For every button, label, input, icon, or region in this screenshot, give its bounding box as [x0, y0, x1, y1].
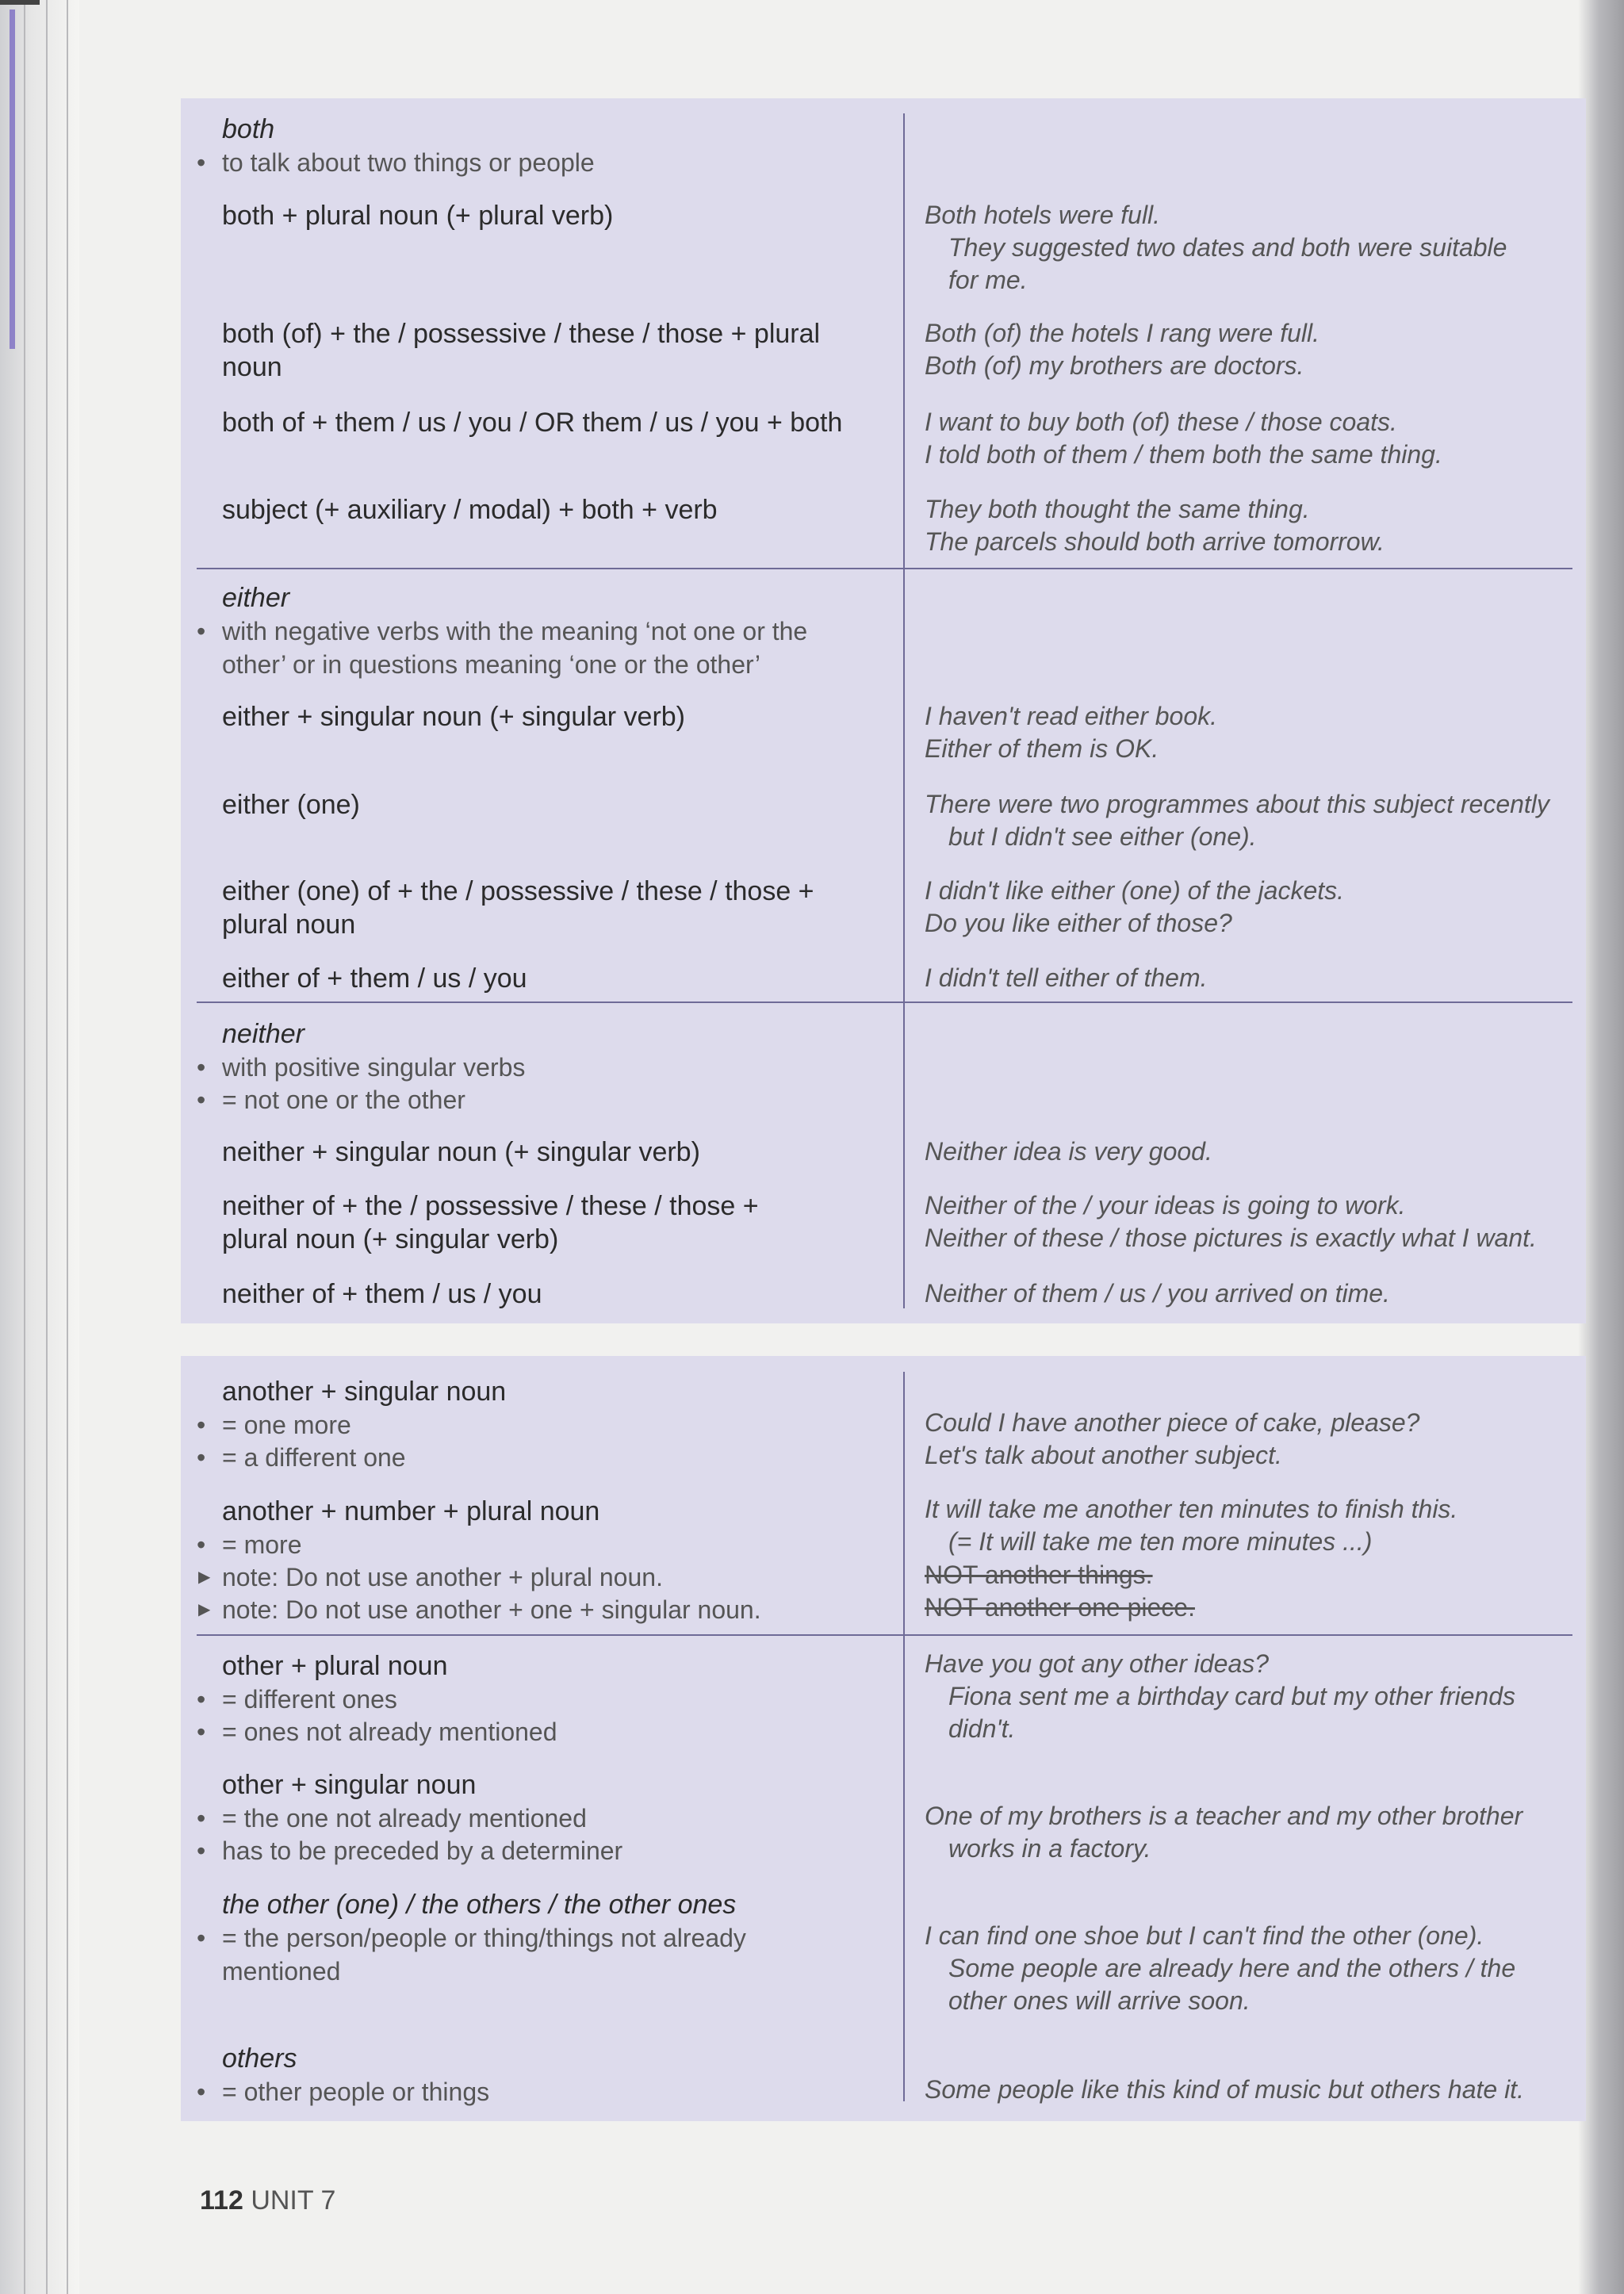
- example: I didn't like either (one) of the jackets. Do you like either of those?: [925, 876, 1345, 937]
- heading-either: either: [222, 583, 290, 613]
- bullet: • = one more: [222, 1408, 896, 1442]
- pattern: both of + them / us / you / OR them / us / you + both: [222, 408, 843, 438]
- note: ▶ note: Do not use another + plural noun.: [222, 1561, 896, 1594]
- pattern: other + singular noun: [222, 1770, 477, 1800]
- pattern: either + singular noun (+ singular verb): [222, 702, 685, 732]
- bullet: • = a different one: [222, 1441, 896, 1474]
- pattern: either (one) of + the / possessive / these / those + plural noun: [222, 876, 814, 940]
- example: I want to buy both (of) these / those coats. I told both of them / them both the same thing.: [925, 408, 1442, 469]
- bullet: • = more: [222, 1528, 896, 1561]
- page-edge: [24, 0, 25, 2294]
- pattern: neither + singular noun (+ singular verb): [222, 1137, 700, 1167]
- bullet: • with negative verbs with the meaning ‘not one or the other’ or in questions meaning ‘one or the other’: [222, 615, 872, 681]
- example: They both thought the same thing. The parcels should both arrive tomorrow.: [925, 495, 1385, 556]
- pattern: subject (+ auxiliary / modal) + both + verb: [222, 495, 718, 525]
- pattern: another + number + plural noun: [222, 1496, 600, 1526]
- bullet: • = the person/people or thing/things not already mentioned: [222, 1921, 825, 1988]
- pattern: either (one): [222, 790, 360, 820]
- bullet: • has to be preceded by a determiner: [222, 1834, 896, 1867]
- pattern: neither of + them / us / you: [222, 1279, 542, 1309]
- pattern: others: [222, 2043, 297, 2074]
- pattern: both + plural noun (+ plural verb): [222, 201, 614, 231]
- column-divider: [903, 1372, 905, 2101]
- pattern: other + plural noun: [222, 1651, 448, 1681]
- pattern: neither of + the / possessive / these / those + plural noun (+ singular verb): [222, 1191, 759, 1254]
- pattern: the other (one) / the others / the other ones: [222, 1890, 737, 1920]
- example: I haven't read either book. Either of them is OK.: [925, 702, 1218, 763]
- bullet: • = ones not already mentioned: [222, 1715, 896, 1748]
- note: ▶ note: Do not use another + one + singular noun.: [222, 1593, 896, 1626]
- pattern: both (of) + the / possessive / these / those + plural noun: [222, 319, 821, 382]
- bullet: • = not one or the other: [222, 1083, 896, 1116]
- example: Neither of the / your ideas is going to work. Neither of these / those pictures is exactly what I want.: [925, 1191, 1537, 1252]
- heading-both: both: [222, 114, 275, 144]
- unit-label: UNIT 7: [251, 2185, 336, 2215]
- page-edge: [67, 0, 68, 2294]
- bullet: • to talk about two things or people: [222, 146, 896, 179]
- column-divider: [903, 113, 905, 1308]
- bullet: • = other people or things: [222, 2075, 896, 2108]
- example: I didn't tell either of them.: [925, 963, 1208, 992]
- page-number: 112: [200, 2185, 243, 2215]
- section-divider: [197, 1001, 1572, 1003]
- page-corner: [0, 0, 40, 5]
- example: Both hotels were full. They suggested two dates and both were suitable for me.: [925, 201, 1507, 294]
- not-example: NOT another one piece.: [925, 1593, 1195, 1622]
- bullet: • with positive singular verbs: [222, 1051, 896, 1084]
- example: Have you got any other ideas? Fiona sent me a birthday card but my other friends didn't.: [925, 1649, 1516, 1743]
- not-example: NOT another things.: [925, 1561, 1153, 1589]
- chapter-tab: [10, 10, 15, 349]
- page-edge: [46, 0, 48, 2294]
- example: It will take me another ten minutes to finish this. (= It will take me ten more minutes ...): [925, 1495, 1458, 1556]
- example: Neither of them / us / you arrived on time.: [925, 1279, 1390, 1308]
- example: Could I have another piece of cake, please? Let's talk about another subject.: [925, 1408, 1420, 1469]
- bullet: • = different ones: [222, 1683, 896, 1716]
- section-divider: [197, 568, 1572, 569]
- bullet: • = the one not already mentioned: [222, 1802, 896, 1835]
- pattern: either of + them / us / you: [222, 963, 527, 994]
- example: I can find one shoe but I can't find the other (one). Some people are already here and the others / the other ones will arrive soon.: [925, 1921, 1516, 2015]
- page-footer: [200, 2185, 335, 2216]
- example: Both (of) the hotels I rang were full. Both (of) my brothers are doctors.: [925, 319, 1320, 380]
- heading-neither: neither: [222, 1019, 304, 1049]
- example: Some people like this kind of music but others hate it.: [925, 2075, 1524, 2104]
- book-binding: [0, 0, 79, 2294]
- example: One of my brothers is a teacher and my other brother works in a factory.: [925, 1802, 1523, 1863]
- example: There were two programmes about this subject recently but I didn't see either (one).: [925, 790, 1549, 851]
- pattern: another + singular noun: [222, 1377, 507, 1407]
- section-divider: [197, 1634, 1572, 1636]
- example: Neither idea is very good.: [925, 1137, 1212, 1166]
